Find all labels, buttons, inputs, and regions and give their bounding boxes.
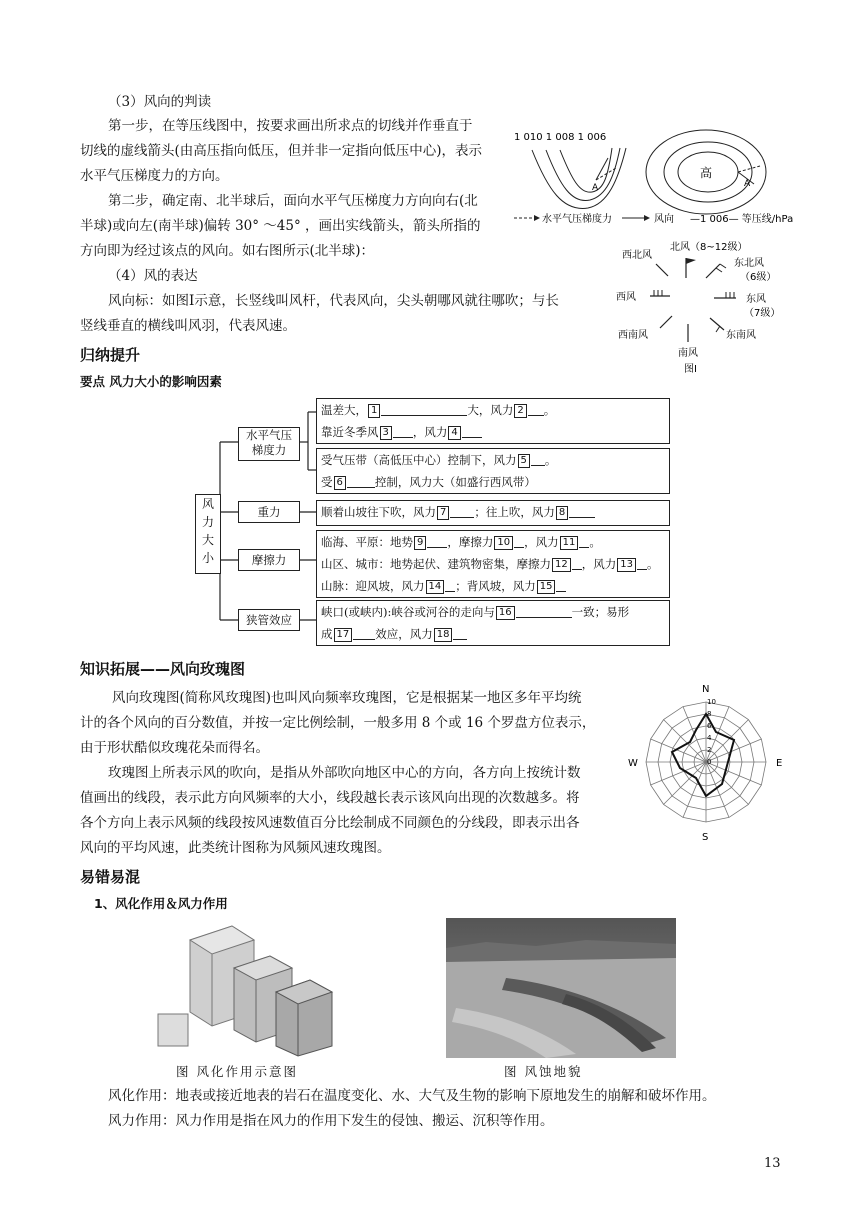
direction-w: W bbox=[628, 758, 638, 769]
wind-erosion-photo bbox=[446, 918, 676, 1058]
direction-n: N bbox=[702, 684, 710, 695]
wind-vane-figure bbox=[610, 238, 810, 376]
root-char: 力 bbox=[201, 515, 214, 529]
label-east: 东风 bbox=[746, 294, 766, 305]
paragraph: 由于形状酷似玫瑰花朵而得名。 bbox=[80, 740, 269, 756]
root-char: 大 bbox=[201, 533, 214, 547]
tick-label: 6 bbox=[707, 722, 712, 730]
key-point-title: 要点 风力大小的影响因素 bbox=[80, 374, 222, 389]
label-east-level: （7级） bbox=[744, 308, 781, 319]
paragraph: 值画出的线段，表示此方向风频率的大小，线段越长表示该风向出现的次数越多。将 bbox=[80, 790, 580, 806]
detail-box-temperature: 温差大， 1 大，风力 2 。 靠近冬季风 3 ，风力 4 bbox=[316, 398, 670, 444]
paragraph: 计的各个风向的百分数值，并按一定比例绘制，一般多用 8 个或 16 个罗盘方位表示， bbox=[80, 715, 596, 731]
blank-number: 4 bbox=[448, 426, 460, 440]
direction-e: E bbox=[776, 758, 783, 769]
isobar-values-label: 1 010 1 008 1 006 bbox=[514, 132, 607, 143]
caption-weathering: 图 风化作用示意图 bbox=[176, 1064, 298, 1079]
blank-number: 5 bbox=[518, 454, 530, 468]
blank-number: 13 bbox=[617, 558, 636, 572]
blank-number: 11 bbox=[560, 536, 579, 550]
node-narrow-pipe: 狭管效应 bbox=[238, 609, 300, 631]
legend-pgf: 水平气压梯度力 bbox=[542, 214, 612, 225]
blank-number: 3 bbox=[380, 426, 392, 440]
node-label: 水平气压 bbox=[246, 428, 292, 442]
blank-number: 2 bbox=[514, 404, 526, 418]
blank-number: 15 bbox=[537, 580, 556, 594]
paragraph: 第一步，在等压线图中，按要求画出所求点的切线并作垂直于 bbox=[108, 118, 473, 134]
paragraph: 第二步，确定南、北半球后，面向水平气压梯度力方向向右(北 bbox=[108, 193, 478, 209]
weathering-illustration bbox=[150, 918, 360, 1058]
tick-label: 2 bbox=[707, 746, 712, 754]
paragraph: 风向的平均风速，此类统计图称为风频风速玫瑰图。 bbox=[80, 840, 391, 856]
node-gravity: 重力 bbox=[238, 501, 300, 523]
node-pressure-gradient bbox=[238, 427, 300, 461]
point-a-label: A bbox=[592, 183, 599, 193]
paragraph: 风向玫瑰图(简称风玫瑰图)也叫风向频率玫瑰图，它是根据某一地区多年平均统 bbox=[112, 690, 582, 706]
detail-box-friction: 临海、平原：地势 9 ，摩擦力 10 ，风力 11 。 山区、城市：地势起伏、建筑物密集，摩擦力 12 ，风力 13 。 山脉：迎风坡，风力 14 ；背风坡，风力 15 bbox=[316, 530, 670, 598]
figure-caption: 图Ⅰ bbox=[684, 364, 697, 375]
blank-number: 6 bbox=[334, 476, 346, 490]
blank-number: 8 bbox=[556, 506, 568, 520]
wind-rose-chart bbox=[624, 680, 788, 844]
tick-label: 8 bbox=[707, 710, 712, 718]
blank-number: 9 bbox=[414, 536, 426, 550]
label-southeast: 东南风 bbox=[726, 330, 756, 341]
paragraph: 半球)或向左(南半球)偏转 30° ～45° ，画出实线箭头，箭头所指的 bbox=[80, 218, 481, 234]
root-node-wind-strength bbox=[195, 494, 221, 574]
caption-wind-erosion: 图 风蚀地貌 bbox=[504, 1064, 583, 1079]
paragraph: 水平气压梯度力的方向。 bbox=[80, 168, 229, 184]
label-northeast: 东北风 bbox=[734, 258, 764, 269]
high-label: 高 bbox=[700, 166, 713, 180]
blank-number: 18 bbox=[434, 628, 453, 642]
paragraph: 竖线垂直的横线叫风羽，代表风速。 bbox=[80, 318, 296, 334]
tick-label: 0 bbox=[707, 758, 712, 766]
section-4-title: （4）风的表达 bbox=[108, 268, 198, 284]
heading-wind-rose: 知识拓展——风向玫瑰图 bbox=[80, 660, 246, 678]
paragraph: 玫瑰图上所表示风的吹向，是指从外部吹向地区中心的方向，各方向上按统计数 bbox=[108, 765, 581, 781]
label-south: 南风 bbox=[678, 348, 698, 359]
isobar-wind-diagram bbox=[508, 120, 808, 240]
label-northwest: 西北风 bbox=[622, 250, 652, 261]
paragraph: 风向标：如图Ⅰ示意，长竖线叫风杆，代表风向，尖头朝哪风就往哪吹；与长 bbox=[108, 293, 559, 309]
node-label: 梯度力 bbox=[251, 443, 287, 457]
page-number: 13 bbox=[764, 1156, 781, 1171]
definition-weathering: 风化作用：地表或接近地表的岩石在温度变化、水、大气及生物的影响下原地发生的崩解和破坏作用。 bbox=[108, 1088, 716, 1104]
label-west: 西风 bbox=[616, 292, 636, 303]
paragraph: 切线的虚线箭头(由高压指向低压，但并非一定指向低压中心)，表示 bbox=[80, 143, 483, 159]
detail-box-gravity: 顺着山坡往下吹，风力 7 ；往上吹，风力 8 bbox=[316, 500, 670, 526]
blank-number: 10 bbox=[494, 536, 513, 550]
blank-number: 17 bbox=[334, 628, 353, 642]
root-char: 风 bbox=[201, 497, 214, 511]
heading-confusion: 易错易混 bbox=[80, 868, 141, 886]
label-northeast-level: （6级） bbox=[740, 272, 777, 283]
point-a-label: A bbox=[744, 179, 751, 189]
node-friction: 摩擦力 bbox=[238, 549, 300, 571]
heading-summary: 归纳提升 bbox=[80, 346, 141, 364]
label-southwest: 西南风 bbox=[618, 330, 648, 341]
blank-number: 12 bbox=[552, 558, 571, 572]
direction-s: S bbox=[702, 832, 709, 843]
blank-number: 14 bbox=[426, 580, 445, 594]
paragraph: 各个方向上表示风频的线段按风速数值百分比绘制成不同颜色的分线段，即表示出各 bbox=[80, 815, 580, 831]
tick-label: 4 bbox=[707, 734, 712, 742]
section-3-title: （3）风向的判读 bbox=[108, 94, 212, 110]
label-north: 北风（8~12级） bbox=[670, 242, 748, 253]
legend-wind: 风向 bbox=[654, 214, 674, 225]
blank-number: 16 bbox=[496, 606, 515, 620]
root-char: 小 bbox=[201, 551, 214, 565]
definition-wind-action: 风力作用：风力作用是指在风力的作用下发生的侵蚀、搬运、沉积等作用。 bbox=[108, 1113, 554, 1129]
detail-box-narrow-pipe: 峡口(或峡内):峡谷或河谷的走向与 16 一致；易形 成 17 效应，风力 18 bbox=[316, 600, 670, 646]
tick-label: 10 bbox=[707, 698, 716, 706]
subheading: 1、风化作用＆风力作用 bbox=[94, 896, 228, 911]
blank-number: 1 bbox=[368, 404, 380, 418]
blank-number: 7 bbox=[437, 506, 449, 520]
paragraph: 方向即为经过该点的风向。如右图所示(北半球)： bbox=[80, 243, 375, 259]
detail-box-pressure-belt: 受气压带（高低压中心）控制下，风力 5 。 受 6 控制，风力大（如盛行西风带） bbox=[316, 448, 670, 494]
legend-isobar: —1 006— 等压线/hPa bbox=[690, 214, 794, 225]
